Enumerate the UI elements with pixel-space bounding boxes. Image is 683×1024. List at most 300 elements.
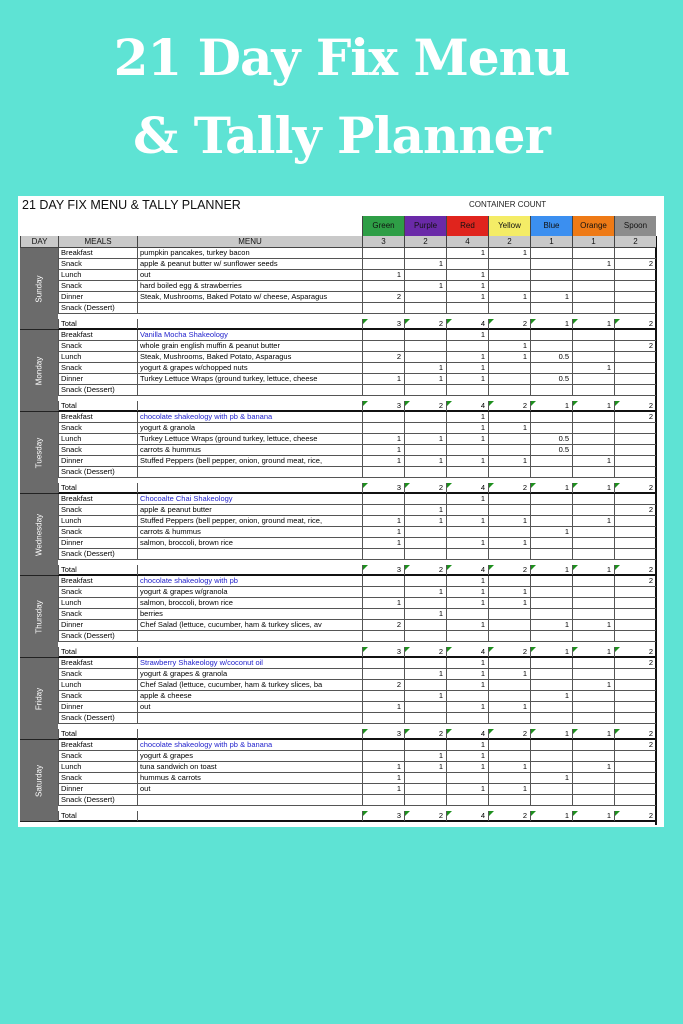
tally-cell: 1: [530, 292, 572, 302]
tally-cell: [362, 740, 404, 750]
total-cell: 2: [488, 483, 530, 493]
table-row: [58, 549, 656, 560]
tally-cell: [614, 598, 656, 608]
table-row: [58, 445, 656, 456]
tally-cell: [572, 609, 614, 619]
tally-cell: [614, 467, 656, 477]
menu-item: Strawberry Shakeology w/coconut oil: [137, 658, 362, 668]
day-label-tuesday: [20, 412, 58, 494]
tally-cell: 1: [362, 702, 404, 712]
tally-cell: [488, 270, 530, 280]
total-label: Total: [58, 401, 137, 411]
tally-cell: 2: [614, 412, 656, 422]
tally-cell: [488, 281, 530, 291]
menu-item: yogurt & grapes & granola: [137, 669, 362, 679]
meal-label: Breakfast: [58, 412, 137, 422]
tally-cell: 1: [572, 456, 614, 466]
tally-cell: [446, 609, 488, 619]
meal-label: Lunch: [58, 352, 137, 362]
menu-item: hard boiled egg & strawberries: [137, 281, 362, 291]
table-row: [58, 505, 656, 516]
table-row: [58, 456, 656, 467]
tally-cell: 1: [488, 598, 530, 608]
tally-cell: [404, 352, 446, 362]
meal-label: Dinner: [58, 620, 137, 630]
tally-cell: [362, 259, 404, 269]
tally-cell: 1: [362, 773, 404, 783]
total-cell: 2: [488, 319, 530, 329]
tally-cell: [614, 773, 656, 783]
table-row: [58, 609, 656, 620]
total-cell: 4: [446, 729, 488, 739]
tally-cell: [530, 740, 572, 750]
tally-cell: [614, 516, 656, 526]
menu-item: out: [137, 270, 362, 280]
tally-cell: [362, 423, 404, 433]
menu-item: out: [137, 784, 362, 794]
tally-cell: 1: [446, 587, 488, 597]
table-row: [58, 248, 656, 259]
meal-label: Snack: [58, 751, 137, 761]
tally-cell: [488, 620, 530, 630]
menu-item: salmon, broccoli, brown rice: [137, 598, 362, 608]
tally-cell: [362, 281, 404, 291]
meal-label: Snack (Dessert): [58, 385, 137, 395]
tally-cell: [530, 259, 572, 269]
tally-cell: [572, 385, 614, 395]
table-row: [58, 494, 656, 505]
tally-cell: 2: [362, 292, 404, 302]
menu-item: yogurt & grapes w/granola: [137, 587, 362, 597]
col-header-meals: MEALS: [58, 236, 137, 248]
tally-cell: 1: [446, 598, 488, 608]
total-cell: 2: [404, 729, 446, 739]
tally-cell: [530, 385, 572, 395]
tally-cell: 1: [362, 784, 404, 794]
tally-cell: [488, 658, 530, 668]
menu-item: pumpkin pancakes, turkey bacon: [137, 248, 362, 258]
tally-cell: [614, 385, 656, 395]
total-row: [58, 642, 656, 658]
table-row: [58, 352, 656, 363]
total-menu-blank: [137, 483, 362, 493]
tally-cell: [404, 423, 446, 433]
table-row: [58, 702, 656, 713]
tally-cell: 1: [362, 516, 404, 526]
table-row: [58, 292, 656, 303]
total-label: Total: [58, 483, 137, 493]
tally-cell: [530, 456, 572, 466]
tally-cell: [404, 538, 446, 548]
total-cell: 2: [488, 565, 530, 575]
tally-cell: [404, 784, 446, 794]
tally-cell: [362, 691, 404, 701]
total-cell: 1: [530, 319, 572, 329]
tally-cell: 1: [446, 751, 488, 761]
total-cell: 1: [572, 483, 614, 493]
menu-item: carrots & hummus: [137, 445, 362, 455]
tally-cell: [572, 576, 614, 586]
tally-cell: [530, 784, 572, 794]
tally-cell: [404, 412, 446, 422]
meal-label: Dinner: [58, 456, 137, 466]
tally-cell: [530, 762, 572, 772]
tally-cell: [572, 341, 614, 351]
table-row: [58, 691, 656, 702]
tally-cell: [446, 505, 488, 515]
tally-cell: 1: [404, 516, 446, 526]
tally-cell: [488, 691, 530, 701]
tally-cell: [614, 270, 656, 280]
tally-cell: [572, 713, 614, 723]
tally-cell: 1: [446, 456, 488, 466]
table-row: [58, 527, 656, 538]
table-row: [58, 680, 656, 691]
tally-cell: 1: [404, 259, 446, 269]
tally-cell: [530, 702, 572, 712]
tally-cell: [530, 587, 572, 597]
container-color-orange: Orange: [572, 216, 614, 236]
tally-cell: [404, 795, 446, 805]
container-count-green: 3: [362, 236, 404, 248]
tally-cell: [446, 691, 488, 701]
container-count-orange: 1: [572, 236, 614, 248]
total-cell: 2: [488, 729, 530, 739]
day-label-friday: [20, 658, 58, 740]
tally-cell: [614, 434, 656, 444]
tally-cell: [362, 751, 404, 761]
tally-cell: [530, 516, 572, 526]
day-label-sunday: [20, 248, 58, 330]
total-cell: 2: [404, 483, 446, 493]
tally-cell: [446, 713, 488, 723]
tally-cell: 1: [446, 702, 488, 712]
total-cell: 1: [572, 811, 614, 821]
table-row: [58, 587, 656, 598]
tally-cell: 1: [362, 598, 404, 608]
total-label: Total: [58, 565, 137, 575]
tally-cell: 1: [404, 434, 446, 444]
sheet-title: 21 DAY FIX MENU & TALLY PLANNER: [22, 198, 241, 212]
total-cell: 4: [446, 647, 488, 657]
tally-cell: [614, 352, 656, 362]
tally-cell: 1: [488, 341, 530, 351]
tally-cell: 1: [530, 527, 572, 537]
tally-cell: 1: [446, 680, 488, 690]
total-menu-blank: [137, 401, 362, 411]
meal-label: Snack: [58, 363, 137, 373]
tally-cell: 2: [614, 658, 656, 668]
total-menu-blank: [137, 729, 362, 739]
tally-cell: [488, 609, 530, 619]
tally-cell: [614, 762, 656, 772]
meal-label: Breakfast: [58, 248, 137, 258]
total-menu-blank: [137, 811, 362, 821]
tally-cell: [404, 631, 446, 641]
tally-cell: 1: [530, 691, 572, 701]
meal-label: Snack (Dessert): [58, 549, 137, 559]
tally-cell: [404, 713, 446, 723]
tally-cell: [404, 248, 446, 258]
tally-cell: [488, 434, 530, 444]
table-row: [58, 363, 656, 374]
container-color-green: Green: [362, 216, 404, 236]
menu-item: berries: [137, 609, 362, 619]
tally-cell: [404, 330, 446, 340]
tally-cell: [362, 363, 404, 373]
tally-cell: [446, 341, 488, 351]
tally-cell: 2: [614, 505, 656, 515]
meal-label: Lunch: [58, 598, 137, 608]
menu-item: chocolate shakeology with pb & banana: [137, 412, 362, 422]
tally-cell: 1: [362, 538, 404, 548]
total-cell: 4: [446, 319, 488, 329]
tally-cell: 1: [446, 669, 488, 679]
total-cell: 3: [362, 647, 404, 657]
tally-cell: [362, 467, 404, 477]
table-row: [58, 576, 656, 587]
tally-cell: 1: [362, 374, 404, 384]
tally-cell: [530, 713, 572, 723]
tally-cell: [530, 658, 572, 668]
tally-cell: 2: [614, 576, 656, 586]
tally-cell: 1: [488, 352, 530, 362]
meal-label: Snack: [58, 691, 137, 701]
tally-cell: [404, 385, 446, 395]
tally-cell: [488, 445, 530, 455]
table-row: [58, 658, 656, 669]
table-row: [58, 740, 656, 751]
tally-cell: [572, 445, 614, 455]
menu-item: yogurt & grapes: [137, 751, 362, 761]
tally-cell: [530, 609, 572, 619]
tally-cell: 1: [572, 363, 614, 373]
menu-item: [137, 713, 362, 723]
tally-cell: [572, 352, 614, 362]
meal-label: Dinner: [58, 374, 137, 384]
tally-cell: 1: [446, 281, 488, 291]
total-row: [58, 314, 656, 330]
menu-item: tuna sandwich on toast: [137, 762, 362, 772]
total-cell: 2: [614, 647, 656, 657]
total-row: [58, 560, 656, 576]
tally-cell: [404, 620, 446, 630]
tally-cell: [572, 330, 614, 340]
container-count-purple: 2: [404, 236, 446, 248]
total-row: [58, 396, 656, 412]
table-row: [58, 751, 656, 762]
col-header-menu: MENU: [137, 236, 362, 248]
tally-cell: [530, 270, 572, 280]
page-title-line-2: & Tally Planner: [133, 106, 550, 165]
tally-cell: [530, 281, 572, 291]
table-row: [58, 341, 656, 352]
day-name: Monday: [34, 356, 44, 385]
total-menu-blank: [137, 647, 362, 657]
menu-item: apple & peanut butter w/ sunflower seeds: [137, 259, 362, 269]
tally-cell: 1: [488, 587, 530, 597]
day-name: Wednesday: [34, 513, 44, 556]
total-menu-blank: [137, 565, 362, 575]
tally-cell: 1: [404, 587, 446, 597]
total-cell: 2: [614, 401, 656, 411]
table-row: [58, 385, 656, 396]
meal-label: Snack: [58, 423, 137, 433]
total-cell: 2: [404, 647, 446, 657]
total-cell: 1: [572, 565, 614, 575]
tally-cell: [614, 423, 656, 433]
tally-cell: 1: [488, 702, 530, 712]
tally-cell: [614, 751, 656, 761]
tally-cell: [572, 538, 614, 548]
meal-label: Snack: [58, 445, 137, 455]
tally-cell: [572, 303, 614, 313]
meal-label: Snack: [58, 259, 137, 269]
tally-cell: [488, 713, 530, 723]
tally-cell: 1: [446, 363, 488, 373]
tally-cell: [362, 505, 404, 515]
tally-cell: [572, 374, 614, 384]
tally-cell: [614, 620, 656, 630]
total-cell: 1: [572, 647, 614, 657]
tally-cell: 2: [362, 680, 404, 690]
container-color-red: Red: [446, 216, 488, 236]
total-cell: 1: [530, 483, 572, 493]
container-count-blue: 1: [530, 236, 572, 248]
day-label-wednesday: [20, 494, 58, 576]
tally-cell: 1: [362, 762, 404, 772]
tally-cell: [614, 292, 656, 302]
table-row: [58, 259, 656, 270]
meal-label: Snack: [58, 609, 137, 619]
menu-item: Steak, Mushrooms, Baked Potato w/ cheese, Asparagus: [137, 292, 362, 302]
total-cell: 3: [362, 565, 404, 575]
tally-cell: [362, 576, 404, 586]
total-cell: 3: [362, 483, 404, 493]
tally-cell: [572, 434, 614, 444]
tally-cell: [572, 505, 614, 515]
tally-cell: [614, 494, 656, 504]
tally-cell: [572, 467, 614, 477]
day-label-saturday: [20, 740, 58, 822]
meal-label: Snack: [58, 505, 137, 515]
tally-cell: [572, 658, 614, 668]
tally-cell: 2: [614, 341, 656, 351]
tally-cell: 1: [488, 762, 530, 772]
menu-item: salmon, broccoli, brown rice: [137, 538, 362, 548]
tally-cell: 1: [362, 445, 404, 455]
meal-label: Lunch: [58, 270, 137, 280]
tally-cell: [530, 248, 572, 258]
tally-cell: [530, 598, 572, 608]
tally-cell: [572, 549, 614, 559]
tally-cell: 1: [488, 456, 530, 466]
total-cell: 3: [362, 811, 404, 821]
tally-cell: [614, 784, 656, 794]
menu-item: chocolate shakeology with pb & banana: [137, 740, 362, 750]
tally-cell: [614, 680, 656, 690]
tally-cell: [446, 631, 488, 641]
total-label: Total: [58, 319, 137, 329]
tally-cell: 1: [572, 620, 614, 630]
tally-cell: [362, 587, 404, 597]
total-cell: 3: [362, 401, 404, 411]
tally-cell: [362, 669, 404, 679]
tally-cell: [530, 494, 572, 504]
tally-cell: [614, 631, 656, 641]
total-label: Total: [58, 729, 137, 739]
tally-cell: 1: [446, 423, 488, 433]
table-row: [58, 795, 656, 806]
tally-cell: [572, 740, 614, 750]
tally-cell: 1: [446, 434, 488, 444]
tally-cell: [572, 281, 614, 291]
total-cell: 1: [530, 647, 572, 657]
total-cell: 4: [446, 811, 488, 821]
menu-item: Chef Salad (lettuce, cucumber, ham & turkey slices, av: [137, 620, 362, 630]
tally-cell: [614, 374, 656, 384]
tally-cell: [530, 412, 572, 422]
tally-cell: [572, 702, 614, 712]
total-cell: 1: [530, 811, 572, 821]
meal-label: Snack: [58, 281, 137, 291]
total-label: Total: [58, 647, 137, 657]
tally-cell: 0.5: [530, 445, 572, 455]
total-label: Total: [58, 811, 137, 821]
tally-cell: [614, 330, 656, 340]
menu-item: yogurt & granola: [137, 423, 362, 433]
total-row: [58, 478, 656, 494]
tally-cell: 1: [530, 620, 572, 630]
meal-label: Snack (Dessert): [58, 713, 137, 723]
tally-cell: [614, 538, 656, 548]
table-row: [58, 374, 656, 385]
meal-label: Breakfast: [58, 740, 137, 750]
tally-cell: [614, 527, 656, 537]
tally-cell: [488, 330, 530, 340]
tally-cell: [614, 549, 656, 559]
tally-cell: [488, 412, 530, 422]
tally-cell: [488, 374, 530, 384]
tally-cell: 1: [572, 259, 614, 269]
menu-item: Stuffed Peppers (bell pepper, onion, ground meat, rice,: [137, 516, 362, 526]
table-row: [58, 631, 656, 642]
total-cell: 2: [404, 565, 446, 575]
total-cell: 4: [446, 565, 488, 575]
tally-cell: [446, 773, 488, 783]
tally-cell: [404, 773, 446, 783]
tally-cell: 1: [446, 576, 488, 586]
tally-cell: [488, 631, 530, 641]
menu-item: Turkey Lettuce Wraps (ground turkey, lettuce, cheese: [137, 434, 362, 444]
tally-cell: 1: [362, 270, 404, 280]
meal-label: Breakfast: [58, 330, 137, 340]
tally-cell: [572, 587, 614, 597]
tally-cell: 1: [572, 516, 614, 526]
tally-cell: [404, 467, 446, 477]
tally-cell: [614, 702, 656, 712]
tally-cell: [488, 303, 530, 313]
tally-cell: [362, 330, 404, 340]
tally-cell: 1: [446, 538, 488, 548]
tally-cell: 1: [446, 352, 488, 362]
tally-cell: [404, 576, 446, 586]
tally-cell: [572, 691, 614, 701]
meal-label: Lunch: [58, 680, 137, 690]
tally-cell: 1: [404, 374, 446, 384]
tally-cell: [530, 576, 572, 586]
tally-cell: [572, 751, 614, 761]
